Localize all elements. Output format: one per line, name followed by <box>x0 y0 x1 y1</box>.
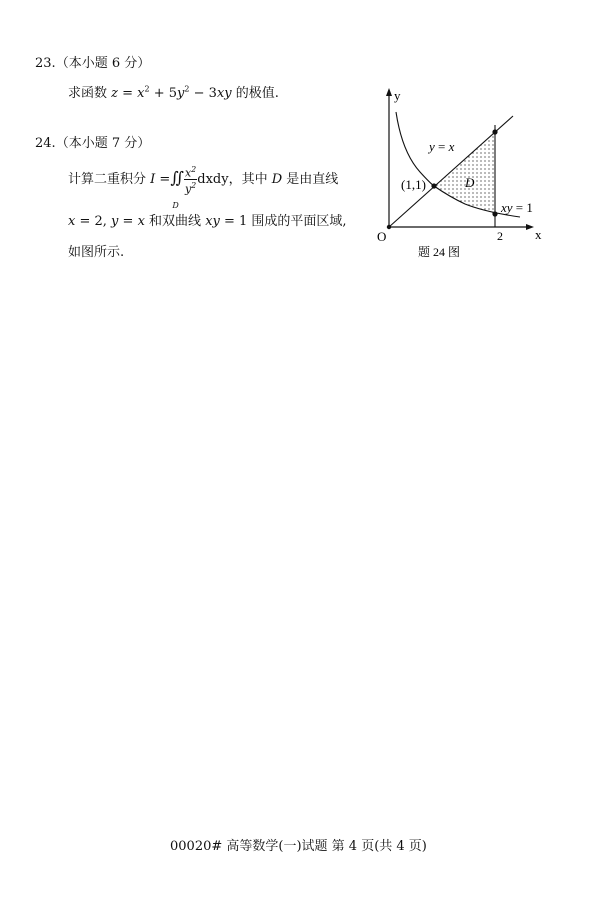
q24-header <box>35 132 150 151</box>
exp: 2 <box>191 165 197 175</box>
var-x: x <box>137 86 145 101</box>
exp: 2 <box>191 181 197 190</box>
tick-2-label: 2 <box>497 229 503 243</box>
q23-plus: + 5 <box>149 86 178 101</box>
q23-minus: − 3 <box>189 86 217 101</box>
den-y: y <box>184 182 192 196</box>
integral-sign: ∬ <box>170 168 184 187</box>
fraction <box>184 164 197 194</box>
var-y: y <box>111 214 119 229</box>
q24-text: ，其中 <box>228 172 272 187</box>
double-integral <box>170 168 184 210</box>
line-label-y: y <box>429 139 435 154</box>
x-axis-label: x <box>535 227 542 242</box>
x-axis-arrow <box>526 224 534 230</box>
y-axis-arrow <box>386 88 392 96</box>
q23-text-end: 的极值. <box>231 86 279 101</box>
line-label-x: x <box>448 139 455 154</box>
exp: 2 <box>144 84 150 94</box>
line-label <box>427 139 455 154</box>
q24-text: = 1 围成的平面区域, <box>219 214 347 229</box>
q24-text: = 2, <box>75 214 112 229</box>
figure-24 <box>370 82 550 262</box>
q23-number: 23. <box>35 56 56 71</box>
page-footer: 00020# 高等数学(一)试题 第 4 页(共 4 页) <box>170 839 427 854</box>
q24-line1 <box>68 158 339 210</box>
q24-text: = <box>118 214 138 229</box>
q23-eq: = <box>118 86 138 101</box>
num-x: x <box>184 167 192 180</box>
point-2-2 <box>492 129 497 134</box>
fraction-numerator <box>184 164 197 180</box>
curve-label-xy: xy <box>501 200 513 215</box>
q24-score: （本小题 7 分） <box>55 136 151 151</box>
region-label: D <box>465 175 475 190</box>
q24-line3 <box>68 241 124 260</box>
var-xy: xy <box>216 86 232 101</box>
y-axis-label: y <box>394 88 401 103</box>
q24-text: 是由直线 <box>282 172 339 187</box>
var-x: x <box>68 214 76 229</box>
var-D: D <box>271 172 283 187</box>
exp: 2 <box>184 84 190 94</box>
q23-text: 求函数 <box>68 86 112 101</box>
origin-label: O <box>377 229 387 244</box>
dxdy: dxdy <box>197 172 229 187</box>
q24-text: 如图所示. <box>68 245 125 260</box>
origin-point <box>387 225 391 229</box>
q24-line2 <box>68 210 347 229</box>
point-label: (1,1) <box>401 177 426 192</box>
var-I: I <box>150 172 156 187</box>
q24-text: 和双曲线 <box>144 214 206 229</box>
q23-score: （本小题 6 分） <box>55 56 151 71</box>
curve-label-eq: = 1 <box>512 200 533 215</box>
figure-caption: 题 24 图 <box>418 245 461 259</box>
var-y: y <box>177 86 185 101</box>
q23-statement <box>68 82 279 101</box>
fraction-denominator <box>184 180 197 195</box>
q24-text: 计算二重积分 <box>68 172 151 187</box>
point-2-half <box>492 211 497 216</box>
integral-region: D <box>172 201 179 210</box>
q24-eq: = <box>155 172 171 187</box>
q23-header <box>35 52 150 71</box>
var-z: z <box>111 86 118 101</box>
line-label-eq: = <box>434 139 449 154</box>
q24-number: 24. <box>35 136 56 151</box>
var-xy: xy <box>205 214 220 229</box>
var-x: x <box>137 214 145 229</box>
point-1-1 <box>431 183 436 188</box>
curve-label <box>500 200 533 215</box>
